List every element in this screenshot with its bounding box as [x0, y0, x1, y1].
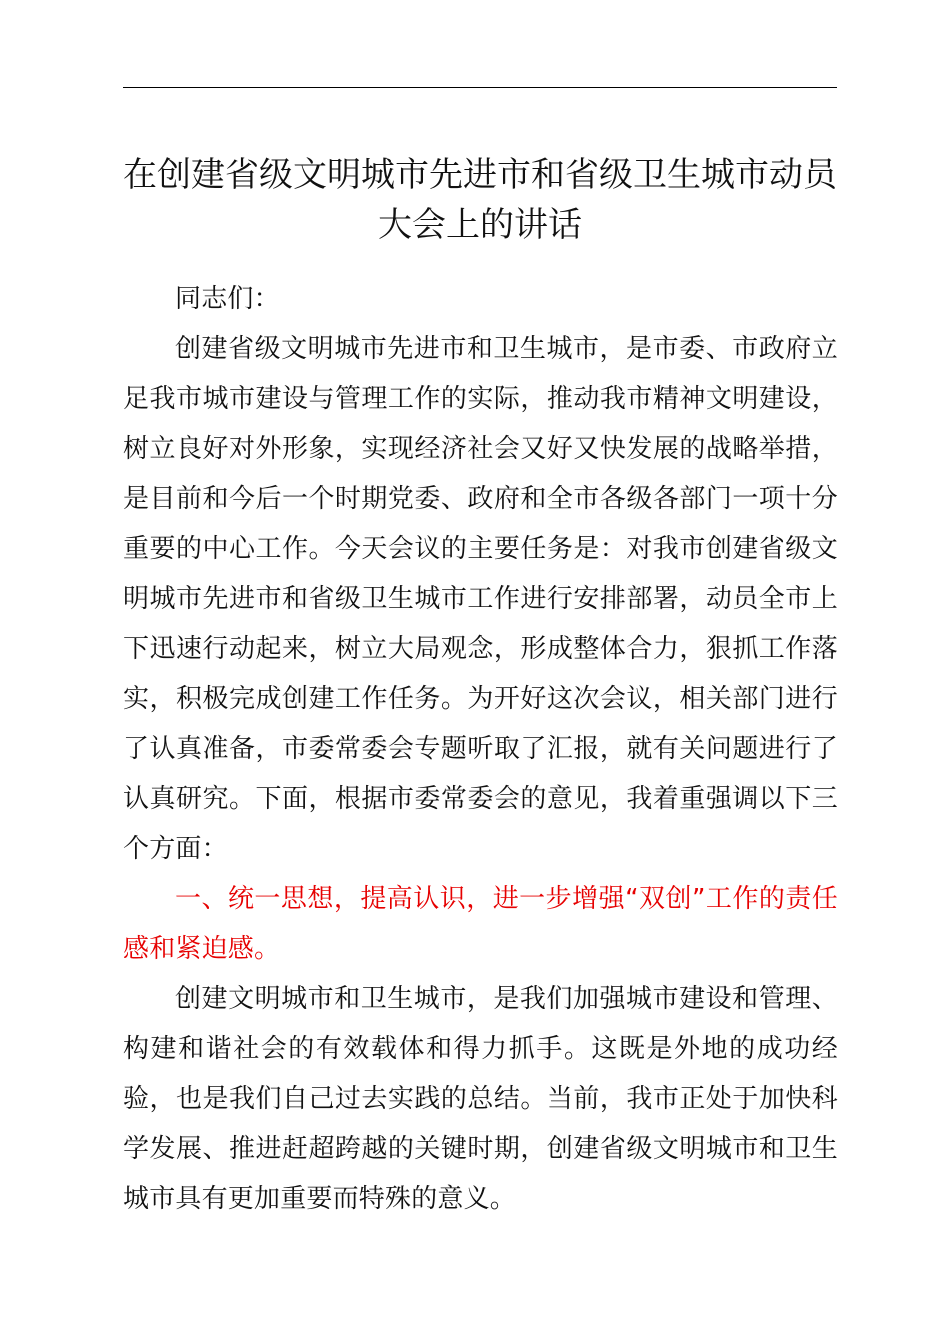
document-body	[123, 274, 838, 1224]
document-title: 在创建省级文明城市先进市和省级卫生城市动员大会上的讲话	[123, 155, 837, 245]
paragraph-intro: 创建省级文明城市先进市和卫生城市，是市委、市政府立足我市城市建设与管理工作的实际，推动我市精神文明建设，树立良好对外形象，实现经济社会又好又快发展的战略举措，是目前和今后一个时期党委、政府和全市各级各部门一项十分重要的中心工作。今天会议的主要任务是：对我市创建省级文明城市先进市和省级卫生城市工作进行安排部署，动员全市上下迅速行动起来，树立大局观念，形成整体合力，狠抓工作落实，积极完成创建工作任务。为开好这次会议，相关部门进行了认真准备，市委常委会专题听取了汇报，就有关问题进行了认真研究。下面，根据市委常委会的意见，我着重强调以下三个方面：	[123, 334, 838, 864]
salutation: 同志们：	[175, 284, 280, 314]
section-heading-1: 一、统一思想，提高认识，进一步增强“双创”工作的责任感和紧迫感。	[123, 884, 838, 964]
paragraph-section-1: 创建文明城市和卫生城市，是我们加强城市建设和管理、构建和谐社会的有效载体和得力抓手。这既是外地的成功经验，也是我们自己过去实践的总结。当前，我市正处于加快科学发展、推进赶超跨越的关键时期，创建省级文明城市和卫生城市具有更加重要而特殊的意义。	[123, 984, 838, 1214]
header-rule	[123, 87, 837, 88]
